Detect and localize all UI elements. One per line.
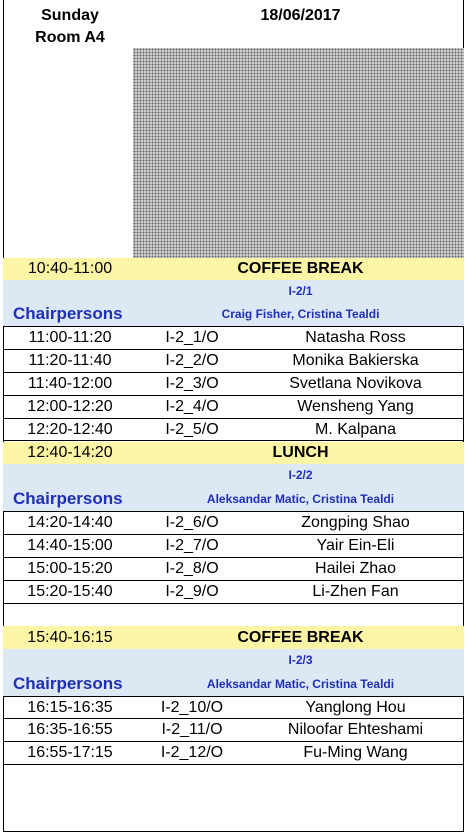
talk-code: I-2_8/O [165, 560, 219, 577]
talk-code: I-2_7/O [165, 537, 219, 554]
coffee-break-label: COFFEE BREAK [237, 260, 364, 277]
speaker-name: Svetlana Novikova [289, 375, 422, 392]
talk-code: I-2_4/O [165, 398, 219, 415]
chairpersons-label: Chairpersons [13, 673, 123, 693]
talk-time: 11:00-11:20 [28, 329, 112, 346]
talk-time: 11:40-12:00 [27, 375, 113, 392]
speaker-name: Niloofar Ehteshami [287, 721, 424, 738]
room-label: Room A4 [35, 29, 105, 46]
hatched-block [133, 48, 464, 258]
speaker-name: M. Kalpana [315, 420, 396, 438]
chairpersons-names: Aleksandar Matic, Cristina Tealdi [206, 676, 395, 691]
speaker-name: Yanglong Hou [305, 698, 406, 716]
chairpersons-label: Chairpersons [13, 304, 123, 323]
lunch-row [3, 442, 464, 464]
talk-time: 12:20-12:40 [27, 420, 113, 438]
speaker-name: Natasha Ross [305, 329, 406, 346]
talk-time: 11:20-11:40 [28, 352, 112, 369]
speaker-name: Wensheng Yang [297, 398, 414, 415]
talk-code: I-2_2/O [165, 352, 219, 369]
coffee-break-time: 15:40-16:15 [27, 628, 113, 646]
table-row [3, 697, 464, 719]
speaker-name: Zongping Shao [301, 514, 410, 531]
table-row [3, 327, 464, 350]
chairpersons-names: Aleksandar Matic, Cristina Tealdi [206, 491, 395, 506]
talk-time: 12:00-12:20 [27, 398, 113, 415]
table-row [3, 742, 464, 765]
table-row [3, 581, 464, 604]
day-room-label [3, 5, 137, 49]
talk-code: I-2_6/O [165, 514, 219, 531]
coffee-break-time: 10:40-11:00 [27, 260, 113, 277]
talk-code: I-2_9/O [165, 583, 219, 600]
session-header [3, 280, 464, 326]
session-code: I-2/2 [288, 468, 313, 482]
talk-code: I-2_5/O [165, 420, 219, 438]
talk-time: 16:15-16:35 [27, 698, 113, 716]
coffee-break-row [3, 258, 464, 280]
coffee-break-label: COFFEE BREAK [237, 628, 364, 646]
talk-time: 15:00-15:20 [27, 560, 113, 577]
session-header [3, 649, 464, 696]
session-code: I-2/1 [288, 284, 313, 298]
day-label: Sunday [41, 7, 99, 24]
speaker-name: Li-Zhen Fan [312, 583, 399, 600]
date-label: 18/06/2017 [260, 7, 341, 24]
talk-code: I-2_11/O [161, 721, 223, 738]
session-header [3, 464, 464, 511]
table-row [3, 373, 464, 396]
table-row [3, 419, 464, 441]
chairpersons-names: Craig Fisher, Cristina Tealdi [221, 307, 380, 321]
lunch-time: 12:40-14:20 [27, 444, 113, 461]
table-row [3, 396, 464, 419]
talk-code: I-2_10/O [160, 698, 224, 716]
talk-code: I-2_1/O [165, 329, 219, 346]
lunch-label: LUNCH [272, 444, 329, 461]
talk-time: 16:55-17:15 [27, 744, 113, 761]
talk-code: I-2_3/O [165, 375, 219, 392]
talk-time: 14:20-14:40 [27, 514, 113, 531]
table-row [3, 719, 464, 742]
bottom-border [3, 831, 464, 832]
talk-time: 15:20-15:40 [27, 583, 113, 600]
talk-code: I-2_12/O [160, 744, 224, 761]
talk-time: 14:40-15:00 [27, 537, 113, 554]
speaker-name: Hailei Zhao [315, 560, 396, 577]
table-row [3, 350, 464, 373]
table-row [3, 535, 464, 558]
speaker-name: Fu-Ming Wang [303, 744, 408, 761]
speaker-name: Monika Bakierska [292, 352, 419, 369]
speaker-name: Yair Ein-Eli [316, 537, 395, 554]
talk-time: 16:35-16:55 [27, 721, 113, 738]
chairpersons-label: Chairpersons [13, 488, 123, 508]
table-row [3, 512, 464, 535]
coffee-break-row [3, 626, 464, 649]
session-code: I-2/3 [288, 653, 313, 667]
table-row [3, 558, 464, 581]
